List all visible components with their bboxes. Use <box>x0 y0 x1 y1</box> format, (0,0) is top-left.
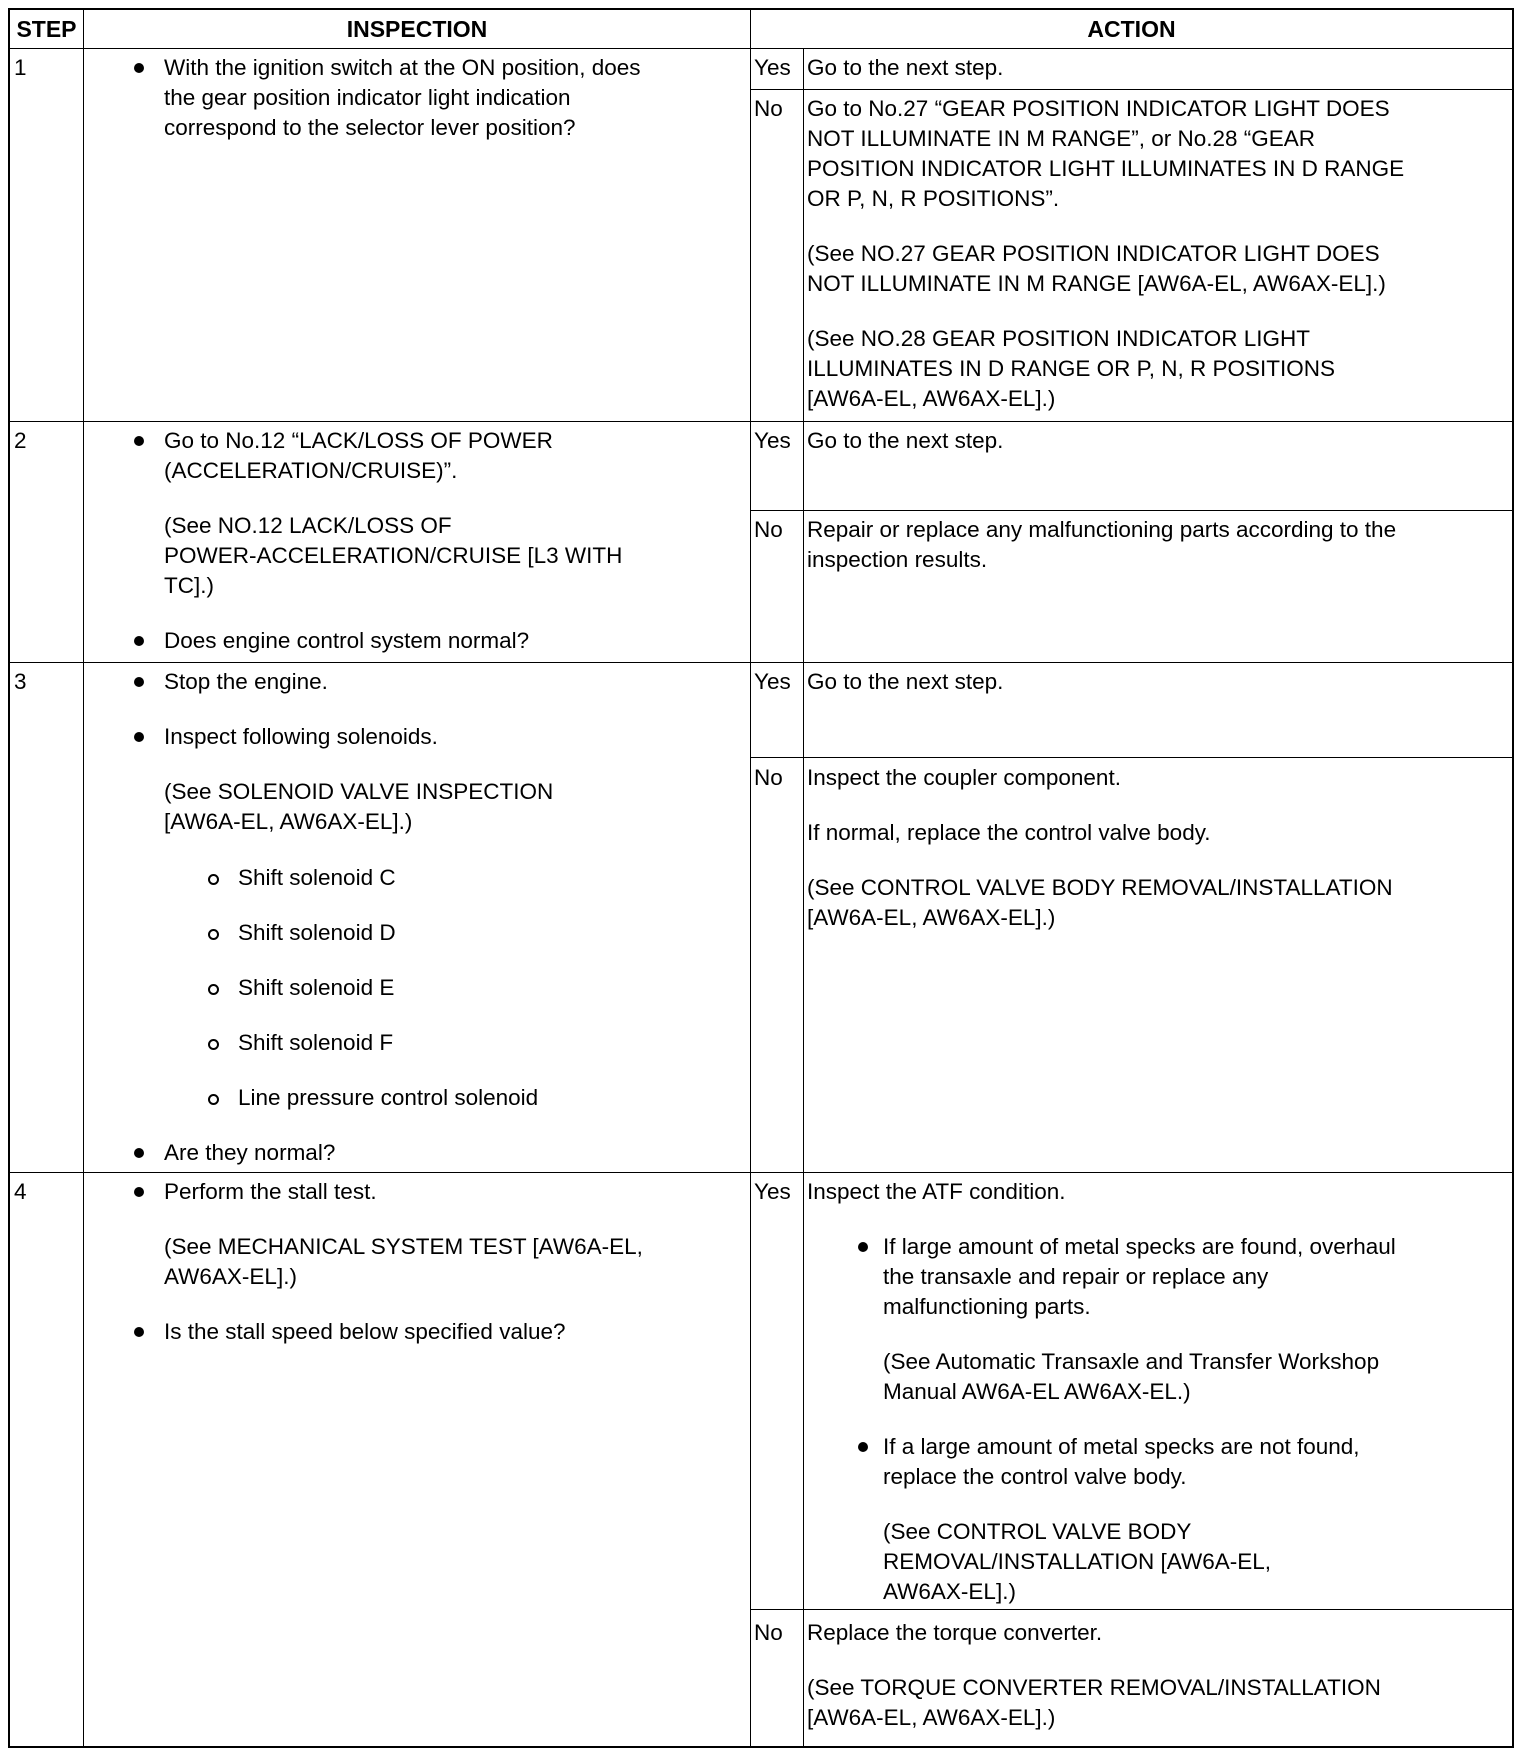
bullet-icon <box>134 732 144 742</box>
action-text: the transaxle and repair or replace any <box>883 1264 1269 1289</box>
action-text: (See NO.28 GEAR POSITION INDICATOR LIGHT <box>807 326 1311 351</box>
yes-label: Yes <box>754 55 791 80</box>
inspection-text: (See MECHANICAL SYSTEM TEST [AW6A-EL, <box>164 1234 643 1259</box>
bullet-icon <box>858 1242 868 1252</box>
yes-no-divider <box>750 757 1512 758</box>
inspection-text: correspond to the selector lever position? <box>164 115 576 140</box>
header-divider <box>10 48 1512 49</box>
bullet-icon <box>858 1442 868 1452</box>
action-text: inspection results. <box>807 547 988 572</box>
action-text: Go to the next step. <box>807 428 1004 453</box>
no-label: No <box>754 765 783 790</box>
action-text: (See Automatic Transaxle and Transfer Workshop <box>883 1349 1380 1374</box>
column-divider <box>83 8 84 1746</box>
inspection-text: Does engine control system normal? <box>164 628 530 653</box>
yes-no-divider <box>750 89 1512 90</box>
yes-label: Yes <box>754 1179 791 1204</box>
column-divider <box>803 48 804 1746</box>
yes-no-divider <box>750 1609 1512 1610</box>
sub-bullet-icon <box>208 984 219 995</box>
action-text: If large amount of metal specks are found, overhaul <box>883 1234 1396 1259</box>
inspection-text: the gear position indicator light indication <box>164 85 571 110</box>
action-text: Inspect the ATF condition. <box>807 1179 1066 1204</box>
action-text: Go to No.27 “GEAR POSITION INDICATOR LIGHT DOES <box>807 96 1390 121</box>
action-text: NOT ILLUMINATE IN M RANGE”, or No.28 “GEAR <box>807 126 1316 151</box>
inspection-text: TC].) <box>164 573 214 598</box>
sub-bullet-icon <box>208 1039 219 1050</box>
table-border-top <box>10 8 1512 10</box>
inspection-text: With the ignition switch at the ON position, does <box>164 55 641 80</box>
bullet-icon <box>134 1327 144 1337</box>
no-label: No <box>754 96 783 121</box>
solenoid-item: Shift solenoid E <box>238 975 395 1000</box>
action-text: (See CONTROL VALVE BODY REMOVAL/INSTALLATION <box>807 875 1393 900</box>
action-text: REMOVAL/INSTALLATION [AW6A-EL, <box>883 1549 1272 1574</box>
action-text: AW6AX-EL].) <box>883 1579 1016 1604</box>
header-step: STEP <box>16 16 77 42</box>
bullet-icon <box>134 1148 144 1158</box>
sub-bullet-icon <box>208 929 219 940</box>
header-action: ACTION <box>1087 16 1176 42</box>
inspection-text: Inspect following solenoids. <box>164 724 438 749</box>
step-number: 4 <box>14 1179 27 1204</box>
inspection-text: (ACCELERATION/CRUISE)”. <box>164 458 458 483</box>
step-number: 1 <box>14 55 27 80</box>
row-divider <box>10 1172 1512 1173</box>
action-text: If a large amount of metal specks are not found, <box>883 1434 1360 1459</box>
solenoid-item: Shift solenoid F <box>238 1030 394 1055</box>
yes-label: Yes <box>754 428 791 453</box>
solenoid-item: Shift solenoid C <box>238 865 396 890</box>
action-text: Go to the next step. <box>807 55 1004 80</box>
action-text: Go to the next step. <box>807 669 1004 694</box>
yes-label: Yes <box>754 669 791 694</box>
action-text: POSITION INDICATOR LIGHT ILLUMINATES IN D RANGE <box>807 156 1405 181</box>
yes-no-divider <box>750 510 1512 511</box>
bullet-icon <box>134 436 144 446</box>
solenoid-item: Line pressure control solenoid <box>238 1085 539 1110</box>
action-text: replace the control valve body. <box>883 1464 1187 1489</box>
column-divider <box>750 8 751 1746</box>
step-number: 2 <box>14 428 27 453</box>
action-text: (See TORQUE CONVERTER REMOVAL/INSTALLATION <box>807 1675 1381 1700</box>
action-text: [AW6A-EL, AW6AX-EL].) <box>807 905 1056 930</box>
no-label: No <box>754 1620 783 1645</box>
sub-bullet-icon <box>208 1094 219 1105</box>
action-text: OR P, N, R POSITIONS”. <box>807 186 1060 211</box>
action-text: Inspect the coupler component. <box>807 765 1121 790</box>
inspection-text: (See NO.12 LACK/LOSS OF <box>164 513 452 538</box>
header-inspection: INSPECTION <box>346 16 488 42</box>
bullet-icon <box>134 677 144 687</box>
inspection-text: Are they normal? <box>164 1140 336 1165</box>
step-number: 3 <box>14 669 27 694</box>
action-text: malfunctioning parts. <box>883 1294 1091 1319</box>
action-text: [AW6A-EL, AW6AX-EL].) <box>807 386 1056 411</box>
bullet-icon <box>134 63 144 73</box>
bullet-icon <box>134 636 144 646</box>
bullet-icon <box>134 1187 144 1197</box>
inspection-text: Is the stall speed below specified value? <box>164 1319 566 1344</box>
inspection-text: Perform the stall test. <box>164 1179 377 1204</box>
action-text: NOT ILLUMINATE IN M RANGE [AW6A-EL, AW6AX-EL].) <box>807 271 1386 296</box>
solenoid-item: Shift solenoid D <box>238 920 396 945</box>
no-label: No <box>754 517 783 542</box>
inspection-text: Stop the engine. <box>164 669 328 694</box>
inspection-text: Go to No.12 “LACK/LOSS OF POWER <box>164 428 553 453</box>
action-text: (See CONTROL VALVE BODY <box>883 1519 1192 1544</box>
action-text: Replace the torque converter. <box>807 1620 1103 1645</box>
inspection-text: AW6AX-EL].) <box>164 1264 297 1289</box>
action-text: (See NO.27 GEAR POSITION INDICATOR LIGHT DOES <box>807 241 1380 266</box>
action-text: ILLUMINATES IN D RANGE OR P, N, R POSITIONS <box>807 356 1336 381</box>
action-text: Repair or replace any malfunctioning parts according to the <box>807 517 1397 542</box>
row-divider <box>10 662 1512 663</box>
sub-bullet-icon <box>208 874 219 885</box>
diagnostic-table <box>8 8 1514 1748</box>
action-text: [AW6A-EL, AW6AX-EL].) <box>807 1705 1056 1730</box>
inspection-text: (See SOLENOID VALVE INSPECTION <box>164 779 554 804</box>
action-text: If normal, replace the control valve body. <box>807 820 1211 845</box>
inspection-text: POWER-ACCELERATION/CRUISE [L3 WITH <box>164 543 623 568</box>
row-divider <box>10 421 1512 422</box>
action-text: Manual AW6A-EL AW6AX-EL.) <box>883 1379 1191 1404</box>
inspection-text: [AW6A-EL, AW6AX-EL].) <box>164 809 413 834</box>
